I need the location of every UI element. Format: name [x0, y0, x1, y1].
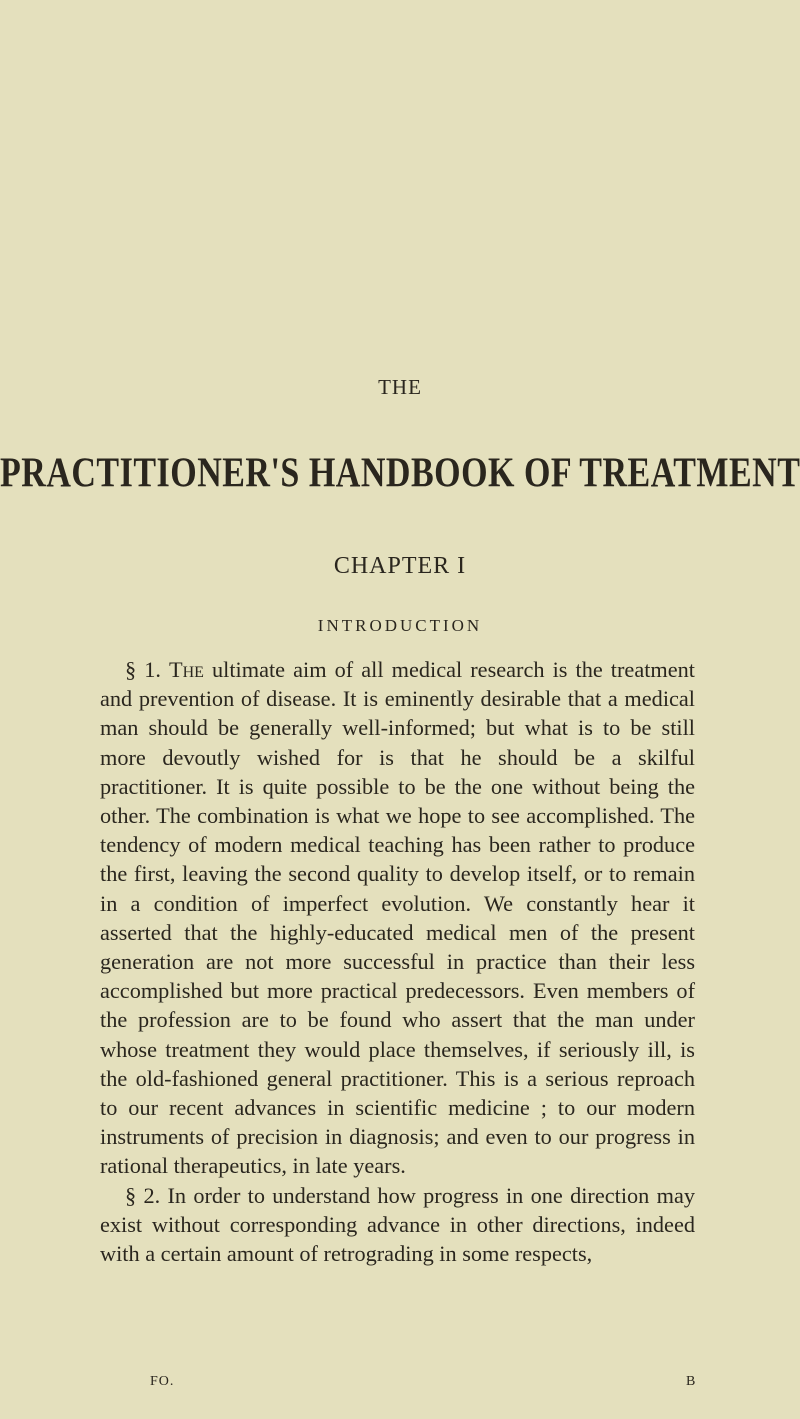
section-heading: INTRODUCTION: [317, 616, 483, 635]
signature-mark-left: FO.: [150, 1374, 175, 1389]
paragraph-1-text: ultimate aim of all medical research is the treatment and prevention of disease. It is eminently desirable that a medical man should be generally well-informed; but what is to be still more devoutly wished for is that he should be a skilful practitioner. It is quite possible to be the one without being the other. The combination is what we hope to see accomplished. The tendency of modern medical teaching has been rather to produce the first, leaving the second quality to develop itself, or to remain in a condition of imperfect evolution. We constantly hear it asserted that the highly-educated medical men of the present generation are not more successful in practice than their less accomplished but more practical predecessors. Even members of the profession are to be found who assert that the man under whose treatment they would place themselves, if seriously ill, is the old-fashioned general practitioner. This is a serious reproach to our recent advances in scientific medicine ; to our modern instruments of precision in diagnosis; and even to our progress in rational therapeutics, in late years.: [100, 657, 695, 1179]
section-mark-1: § 1.: [125, 657, 161, 682]
paragraph-1: [100, 655, 695, 1181]
chapter-heading: CHAPTER I: [333, 553, 467, 579]
title-prefix: THE: [378, 375, 422, 399]
section-mark-2: § 2.: [125, 1182, 161, 1208]
paragraph-2-text: In order to understand how progress in one direction may exist without corresponding advance in other directions, indeed with a certain amount of retrograding in some respects,: [100, 1182, 696, 1267]
lead-word: The: [169, 657, 204, 682]
body-text: [100, 655, 695, 1268]
signature-mark-right: B: [686, 1374, 696, 1389]
paragraph-2: [100, 1181, 695, 1269]
book-title: PRACTITIONER'S HANDBOOK OF TREATMENT: [0, 450, 800, 497]
